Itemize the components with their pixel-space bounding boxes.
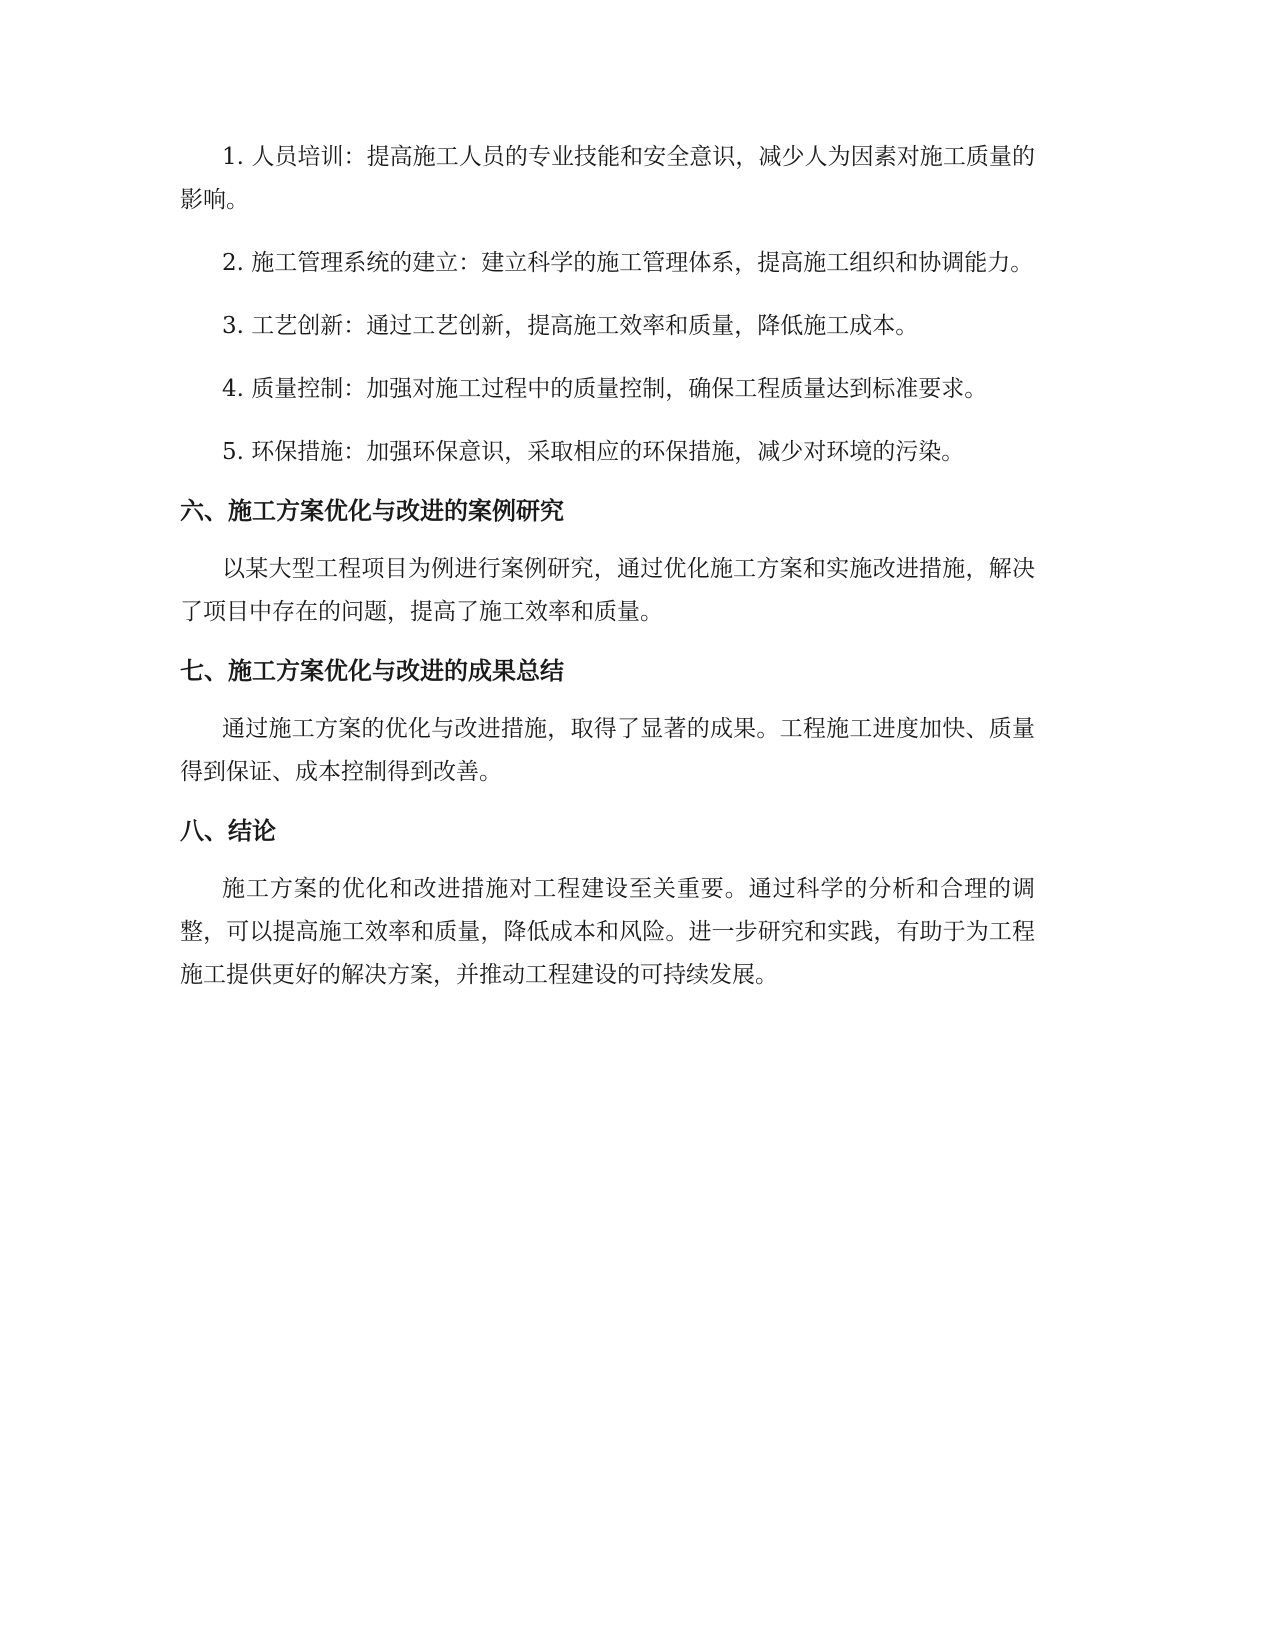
list-number: 5.	[222, 439, 244, 465]
section-heading-7: 七、施工方案优化与改进的成果总结	[180, 657, 564, 685]
list-item	[180, 368, 1035, 411]
list-item	[180, 136, 1035, 222]
list-number: 3.	[222, 313, 244, 339]
section-body-8: 施工方案的优化和改进措施对工程建设至关重要。通过科学的分析和合理的调整，可以提高施工效率和质量，降低成本和风险。进一步研究和实践，有助于为工程施工提供更好的解决方案，并推动工程建设的可持续发展。	[180, 876, 1035, 988]
list-text: 人员培训：提高施工人员的专业技能和安全意识，减少人为因素对施工质量的影响。	[180, 144, 1036, 213]
list-number: 4.	[222, 376, 244, 402]
list-text: 质量控制：加强对施工过程中的质量控制，确保工程质量达到标准要求。	[251, 376, 988, 402]
list-number: 2.	[222, 250, 244, 276]
section-body-6: 以某大型工程项目为例进行案例研究，通过优化施工方案和实施改进措施，解决了项目中存在的问题，提高了施工效率和质量。	[180, 556, 1035, 625]
section-heading-8: 八、结论	[180, 817, 276, 845]
list-item	[180, 305, 1035, 348]
list-item	[180, 431, 1035, 474]
list-text: 工艺创新：通过工艺创新，提高施工效率和质量，降低施工成本。	[251, 313, 919, 339]
list-text: 施工管理系统的建立：建立科学的施工管理体系，提高施工组织和协调能力。	[251, 250, 1034, 276]
section-heading-6: 六、施工方案优化与改进的案例研究	[180, 497, 564, 525]
list-text: 环保措施：加强环保意识，采取相应的环保措施，减少对环境的污染。	[251, 439, 965, 465]
list-number: 1.	[222, 144, 244, 170]
section-body-7: 通过施工方案的优化与改进措施，取得了显著的成果。工程施工进度加快、质量得到保证、成本控制得到改善。	[180, 716, 1035, 785]
document-page	[180, 136, 1035, 1017]
list-item	[180, 242, 1035, 285]
